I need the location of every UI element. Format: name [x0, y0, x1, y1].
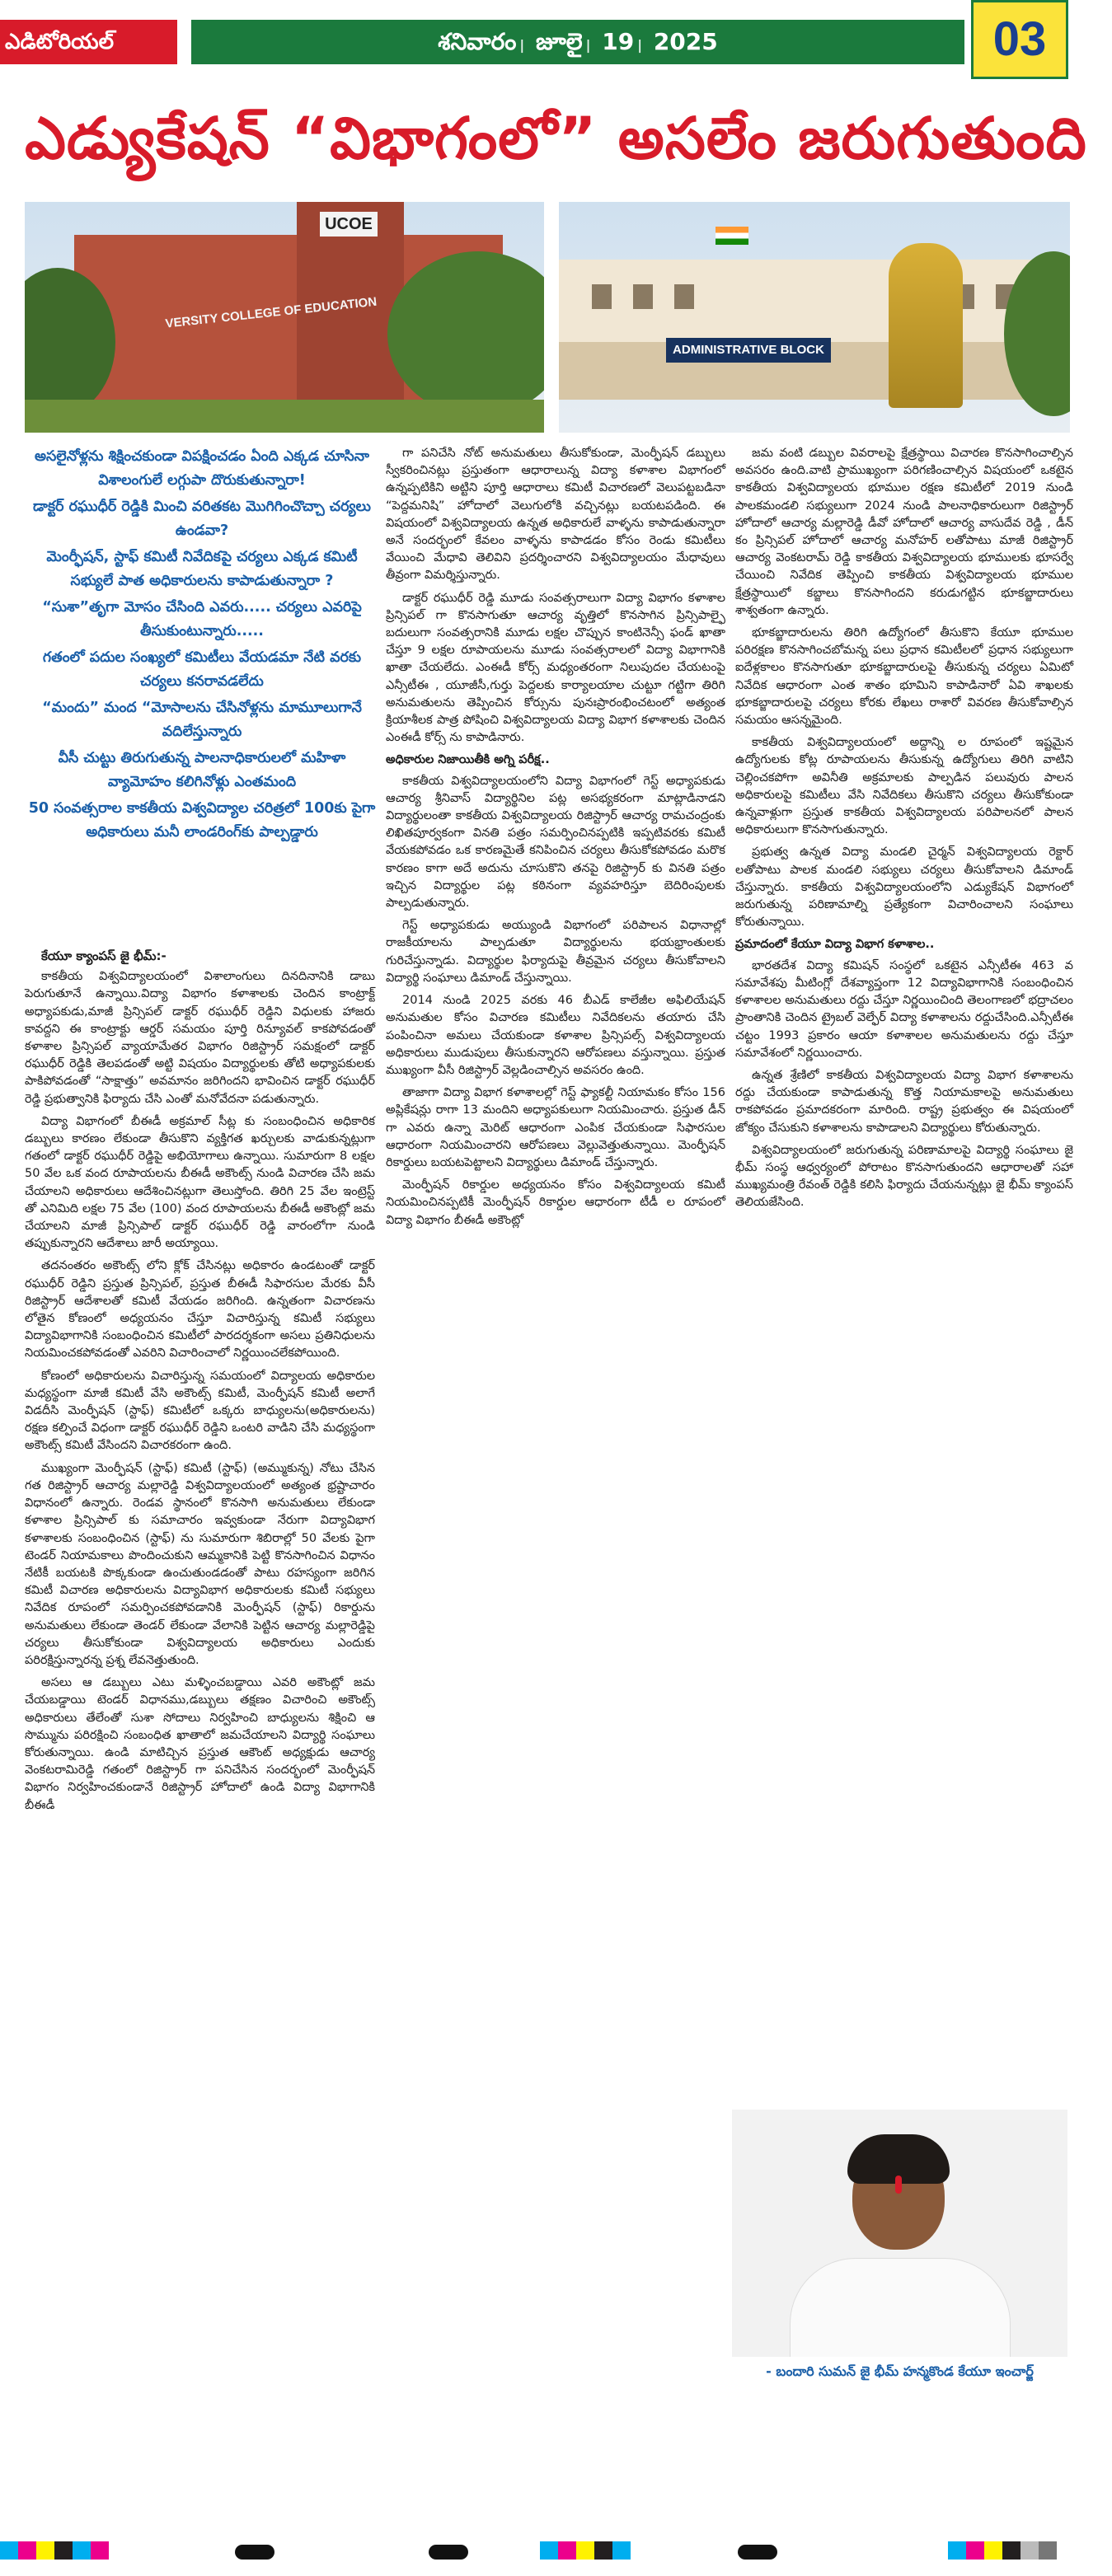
date-separator: | [519, 37, 525, 53]
paragraph: కోణంలో అధికారులను విచారిస్తున్న సమయంలో విద్యాలయ అధికారుల మధ్యస్థంగా మాజీ కమిటీ వేసి అకౌంట్స్ కమిటీ, మెంర్ఫీషన్ కమిటీ అలాగే విడదీసి మెంర్ఫీషన్ (స్టాఫ్) కమిటీలో ఒక్కరు బాధ్యులను(అధికారులను) రక్షణ కల్పించే విధంగా డాక్టర్ రఘుధీర్ రెడ్డిని ఒంటరి వాడిని చేసి మధ్యస్థంగా అకౌంట్స్ కమిటీ వేసిందని విచారకరంగా ఉంది. [25, 1369, 375, 1453]
paragraph: తాజాగా విద్యా విభాగ కళాశాలల్లో గెస్ట్ ఫ్యాకల్టీ నియామకం కోసం 156 అప్లికేషన్లు రాగా 13 మందిని అధ్యాపకులుగా నియమించారు. ప్రస్తుత డీన్ గా ఎవరు ఉన్నా మెరిట్ ఆధారంగా ఎంపిక చేయకుండా సిఫారసుల ఆధారంగా నియమించారని ఆరోపణలు వెల్లువెత్తుతున్నాయి. మెంర్ఫీషన్ రికార్డులు బయటపెట్టాలని విద్యార్థులు డిమాండ్ చేస్తున్నారు. [386, 1086, 725, 1169]
college-sign: VERSITY COLLEGE OF EDUCATION [164, 294, 378, 331]
paragraph: 2014 నుండి 2025 వరకు 46 బీఎడ్ కాలేజీల అఫిలియేషన్ అనుమతుల కోసం విచారణ కమిటీలు నివేదికలను తయారు చేసి పంపించినా అమలు చేయకుండా కళాశాల ప్రిన్సిపల్స్ విశ్వవిద్యాలయ అధికారులు ముడుపులు తీసుకున్నారని ఆరోపణలు వస్తున్నాయి. ప్రస్తుత ముఖ్యంగా వీసీ రిజిస్ట్రార్ వెల్లడించాల్సిన అవసరం ఉంది. [386, 994, 725, 1077]
admin-block-photo [559, 202, 1070, 433]
article-column-1 [25, 948, 375, 1820]
subhead: గతంలో పదుల సంఖ్యలో కమిటీలు వేయడమా నేటి వరకు చర్యలు కనరావడలేదు [42, 649, 362, 690]
admin-sign: ADMINISTRATIVE BLOCK [666, 338, 831, 363]
date-date: 19 [602, 28, 635, 55]
date-separator: | [585, 37, 591, 53]
byline: కేయూ క్యాంపస్ జై భీమ్:- [41, 948, 167, 963]
paragraph: విశ్వవిద్యాలయంలో జరుగుతున్న పరిణామాలపై విద్యార్థి సంఘాలు జై భీమ్ సంస్థ ఆధ్వర్యంలో పోరాటం కొనసాగుతుందని ఆధారాలతో సహా ముఖ్యమంత్రి రేవంత్ రెడ్డికి కలిసి ఫిర్యాదు చేయనున్నట్లు జై భీమ్ క్యాంపస్ తెలియజేసింది. [735, 1143, 1073, 1210]
print-registration-footer [0, 2538, 1112, 2563]
paragraph: అసలు ఆ డబ్బులు ఎటు మళ్ళించబడ్డాయి ఎవరి అకౌంట్లో జమ చేయబడ్డాయి టెండర్ విధానము,డబ్బులు తక్షణం విచారించి అకౌంట్స్ అధికారులు తేలేంతో సుశా సోదాలు నిర్వహించి బాధ్యులను శిక్షించి ఆ సొమ్మును పరిరక్షించి సంబంధిత ఖాతాలో జమచేయాలని విద్యార్థి సంఘాలు కోరుతున్నాయి. ఉండి మాటిచ్చిన ప్రస్తుత ఆకౌంట్ అధ్యక్షుడు ఆచార్య వెంకటరామిరెడ్డి గతంలో రిజిస్ట్రార్ గా పనిచేసిన సందర్భంలో మెంర్ఫీషన్ విభాగం నిర్వహించకుండానే రిజిస్ట్రార్ హోదాలో ఉండి విద్యా విభాగానికి బీఈడీ [25, 1676, 375, 1812]
article-column-3 [735, 445, 1073, 1217]
ucoe-sign: UCOE [320, 212, 378, 237]
subhead: వీసీ చుట్టు తిరుగుతున్న పాలనాధికారులలో మహిళా వ్యామోహం కలిగినోళ్లు ఎంతమంది [58, 750, 346, 790]
date-year: 2025 [653, 28, 718, 55]
paragraph: భూకబ్జాదారులను తిరిగి ఉద్యోగంలో తీసుకొని కేయూ భూముల పరిరక్షణ కొనసాగించబోమన్న పలు ప్రధాన కమిటీలలో ప్రధాన సభ్యులుగా ఐదేళ్లకాలం కొనసాగుతూ భూకబ్జాదారులపై తీసుకున్న చర్యలు ఏమిటో నివేదిక ఆధారంగా ఎంత శాతం భూమిని కాపాడినారో ఏవి శాఖలకు భూకబ్జాదారులపై చర్యలు కోరకు లేఖలు రాశారో వివరణ తీసుకోవాల్సిన సమయం ఆసన్నమైంది. [735, 626, 1073, 728]
section-heading: ప్రమాదంలో కేయూ విద్యా విభాగ కళాశాల.. [735, 938, 935, 952]
section-heading: అధికారుల నిజాయితీకి అగ్ని పరీక్ష.. [386, 753, 550, 767]
paragraph: గెస్ట్ అధ్యాపకుడు అయ్యుండి విభాగంలో పరిపాలన విధానాల్లో రాజకీయాలను పాల్పడుతూ విద్యార్థులను భయభ్రాంతులకు గురిచేస్తున్నాడు. విద్యార్థుల ఫిర్యాదుపై తీవ్రమైన చర్యలు తీసుకోవాలని విద్యార్థి సంఘాలు డిమాండ్ చేస్తున్నాయి. [386, 919, 725, 985]
college-photo [25, 202, 544, 433]
paragraph: డాక్టర్ రఘుధీర్ రెడ్డి మూడు సంవత్సరాలుగా విద్యా విభాగం కళాశాల ప్రిన్సిపల్ గా కొనసాగుతూ ఆచార్య వృత్తిలో కొనసాగిన ప్రిన్సిపాల్ఫై బదులుగా సంవత్సరానికి మూడు లక్షల చొప్పున కాంటినెన్సీ ఫండ్ ఖాతా చేస్తూ 9 లక్షల రూపాయలను మూడు సంవత్సరాలలో విద్యా విభాగానికి ఖాతా చేయలేదు. ఎంఈడీ కోర్స్ మధ్యంతరంగా నిలుపుదల చేయటంపై ఎన్సీటీఈ , యూజీసీ,గుర్తు పెద్దలకు కార్యాలయాల చుట్టూ గట్టిగా తిరిగి అనుమతులను తెప్పించిన కోర్సును పునఃప్రారంభించటంలో అత్యంత క్రియాశీలక పాత్ర పోషించి విశ్వవిద్యాలయ విద్యా విభాగ కళాశాలకు చెందిన ఎంఈడీ కోర్స్ ను కాపాడినారు. [386, 591, 725, 745]
subhead: “సుశా”తృగా మోసం చేసింది ఎవరు..... చర్యలు ఎవరిపై తీసుకుంటున్నారు..... [42, 599, 362, 639]
paragraph: ఉన్నత శ్రేణిలో కాకతీయ విశ్వవిద్యాలయ విద్యా విభాగ కళాశాలను రద్దు చేయకుండా కాపాడుతున్న కొత్త నియామకాలపై అనుమతులు రాకపోవడం ప్రమాదకరంగా మారింది. రాష్ట్ర ప్రభుత్వం ఈ విషయంలో జోక్యం చేసుకుని కళాశాలను కాపాడాలని విద్యార్థులు కోరుతున్నారు. [735, 1068, 1073, 1135]
subhead: మెంర్ఫీషన్, స్టాఫ్ కమిటీ నివేదికపై చర్యలు ఎక్కడ కమిటీ సభ్యులే పాత అధికారులను కాపాడుతున్నారా ? [46, 549, 358, 589]
headline: ఎడ్యుకేషన్ “విభాగంలో” అసలేం జరుగుతుంది [25, 105, 1087, 172]
date-bar [191, 20, 964, 64]
paragraph: కాకతీయ విశ్వవిద్యాలయంలోని విద్యా విభాగంలో గెస్ట్ అధ్యాపకుడు ఆచార్య శ్రీనివాస్ విద్యార్థినిల పట్ల అసభ్యకరంగా మాట్లాడినాడని విద్యార్థులంతా కాకతీయ విశ్వవిద్యాలయ రిజిస్ట్రార్ ఆచార్య రామచంద్రంకు లిఖితపూర్వకంగా వినతి పత్రం సమర్పించినప్పటికి ఇప్పటివరకు కమిటీ వేయకపోవడం ఒక కారణమైతే కనిపించిన చర్యలు తీసుకోకపోవడం మరొక కారణం కాగా అదే అదును చూసుకొని తనపై రిజిస్ట్రార్ కు వినతి పత్రం ఇచ్చిన విద్యార్థుల పట్ల కఠినంగా వ్యవహరిస్తూ బెదిరింపులకు పాల్పడుతున్నారు. [386, 774, 725, 911]
color-bar [0, 2541, 109, 2560]
date-month: జూలై [536, 28, 583, 55]
subhead: 50 సంవత్సరాల కాకతీయ విశ్వవిద్యాల చరిత్రలో 100కు పైగా అధికారులు మనీ లాండరింగ్‌కు పాల్పడ్డారు [28, 800, 376, 841]
paragraph: మెంర్ఫీషన్ రికార్డుల అధ్యయనం కోసం విశ్వవిద్యాలయ కమిటీ నియమించినప్పటికీ మెంర్ఫీషన్ రికార్డుల ఆధారంగా టీడీ ల రూపంలో విద్యా విభాగం బీఈడీ అకౌంట్లో [386, 1178, 725, 1227]
subhead: డాక్టర్ రఘుధీర్ రెడ్డికి మించి వరితకట మొగిగించొచ్చా చర్యలు ఉండవా? [33, 499, 371, 539]
reporter-photo [732, 2110, 1067, 2357]
date-separator: | [637, 37, 643, 53]
flag-icon [716, 227, 748, 245]
photo-caption: - బందారి సుమన్ జై భీమ్ హన్మకొండ కేయూ ఇంచార్జ్ [766, 2363, 1034, 2379]
paragraph: ప్రభుత్వ ఉన్నత విద్యా మండలి చైర్మన్ విశ్వవిద్యాలయ రెక్టార్ లతోపాటు పాలక మండలి సభ్యులు చర్యలు తీసుకోవాలని డిమాండ్ చేస్తున్నారు. కాకతీయ విశ్వవిద్యాలయంలోని ఎడ్యుకేషన్ విభాగంలో జరుగుతున్న పరిణామాల్ని ప్రత్యేకంగా విచారించాలని సంఘాలు కోరుతున్నాయి. [735, 845, 1073, 930]
color-bar [948, 2541, 1057, 2560]
subheads [25, 445, 379, 847]
paragraph: జమ వంటి డబ్బుల వివరాలపై క్షేత్రస్థాయి విచారణ కొనసాగించాల్సిన అవసరం ఉంది.వాటి ప్రాముఖ్యంగా పరిగణించాల్సిన విషయంలో ఒకటైన కాకతీయ విశ్వవిద్యాలయ భూముల రక్షణ కమిటీలో 2019 నుండి పాలకమండలి సభ్యులుగా 2024 నుండి పాలనాధికారులుగా రిజిస్ట్రార్ హోదాలో ఆచార్య మల్లారెడ్డి డీవో హోదాలో ఆచార్య వాసుదేవ రెడ్డి , డీన్ కం ప్రిన్సిపల్ హోదాలో ఆచార్య మనోహర్ లతోపాటు మాజీ రిజిస్ట్రార్ ఆచార్య వెంకటరామ్ రెడ్డి కాకతీయ విశ్వవిద్యాలయ భూములకు భూసర్వే చేయించి నివేదిక తెప్పించి కాకతీయ విశ్వవిద్యాలయ భూముల క్షేత్రస్థాయిలో కబ్జాలు కొనసాగిందని కరుడుగట్టిన భూకబ్జాదారులు శాశ్వతంగా ఉన్నారు. [735, 447, 1073, 617]
section-tag: ఎడిటోరియల్ [0, 20, 177, 64]
color-bar [540, 2541, 631, 2560]
registration-mark [429, 2545, 468, 2560]
paragraph: కాకతీయ విశ్వవిద్యాలయంలో విశాలాంగులు దినదినానికి డాబు పెరుగుతూనే ఉన్నాయి.విద్యా విభాగం కళాశాలకు చెందిన కాంట్రాక్ట్ అధ్యాపకుడు,మాజీ ప్రిన్సిపల్ డాక్టర్ రఘుధీర్ రెడ్డిని విధులకు హాజరు కావద్దని ఈ కాంట్రాక్టు ఆర్డర్ సమయం పూర్తి రిన్యూవల్ కాకపోవడంతో కళాశాల ప్రిన్సిపల్ వ్యాయామేతర విభాగం రిజిస్ట్రార్ సమక్షంలో డాక్టర్ రఘుధీర్ రెడ్డికి తెలపడంతో అట్టి విషయం విద్యార్థులకు తోటి అధ్యాపకులకు పాకిపోవడంతో “సాక్షాత్తు” అవమానం జరిగిందని భావించిన డాక్టర్ రఘుధీర్ రెడ్డి ప్రభుత్వానికి ఫిర్యాదు చేసి ఎంతో మనోవేదనా పడుతున్నారు. [25, 970, 375, 1106]
paragraph: తదనంతరం అకౌంట్స్ లోని క్లోక్ చేసినట్లు అధికారం ఉండటంతో డాక్టర్ రఘుధీర్ రెడ్డిని ప్రస్తుత ప్రిన్సిపల్, ప్రస్తుత బీఈడీ సిఫారసుల మేరకు వీసీ రిజిస్ట్రార్ ఆదేశాలతో కమిటీ వేయడం జరిగింది. ఉన్నతంగా విచారణను లోతైన కోణంలో అధ్యయనం చేస్తూ విచారిస్తున్న కమిటీ సభ్యులు విద్యావిభాగానికి సంబంధించిన కమిటీలో పారదర్శకంగా అసలు ప్రతినిధులను నియమించకపోవడంతో ఎవరిని విచారించాలో నిర్ణయించలేకపోయింది. [25, 1259, 375, 1361]
paragraph: కాకతీయ విశ్వవిద్యాలయంలో అద్దాన్ని ల రూపంలో ఇష్టమైన ఉద్యోగులకు కోట్ల రూపాయలను తీసుకున్న ఉద్యోగులు తిరిగి వాటిని చెల్లించకపోగా అవినీతి అక్రమాలకు పాల్పడిన పలువురు పాలన అధికారులపై కమిటీలు వేసి నివేదికలు తీసుకొని చర్యలు తీసుకోకుండా ఉన్నవాళ్లుగా ప్రస్తుత కాకతీయ విశ్వవిద్యాలయ పరిపాలనలో పాలన అధికారులుగా కొనసాగుతున్నారు. [735, 736, 1073, 837]
registration-mark [235, 2545, 274, 2560]
subhead: “మందు” మంద “మోసాలను చేసినోళ్లను మామూలుగానే వదిలేస్తున్నారు [42, 700, 362, 740]
statue [889, 243, 963, 408]
article-column-2 [386, 445, 725, 1234]
paragraph: గా పనిచేసి నోట్ అనుమతులు తీసుకోకుండా, మెంర్ఫీషన్ డబ్బులు స్వీకరించినట్లు ప్రస్తుతంగా ఆధారాలున్న విద్యా కళాశాల విభాగంలో ఉన్నప్పటికిని అట్టిని పూర్తి ఆధారాలు కమిటీ విచారణలో వెలుపట్టబడినా “పెద్దమనిషి” హోదాలో వెలుగులోకి వచ్చినట్లు బయటపడింది. ఈ విషయంలో విశ్వవిద్యాలయ ఉన్నత అధికారులే వాళ్ళను కాపాడుతున్నారా అనే సందర్భంలో కేవలం వాళ్ళను కాపాడడం కోసం రెండు కమిటీలు వేయించి మేధావి తెలివిని ప్రదర్శించారని విశ్వవిద్యాలయం మేధావులు తీవ్రంగా విమర్శిస్తున్నారు. [386, 447, 725, 583]
registration-mark [738, 2545, 777, 2560]
masthead [0, 0, 1112, 82]
date-day: శనివారం [438, 28, 517, 55]
paragraph: ముఖ్యంగా మెంర్ఫీషన్ (స్టాఫ్) కమిటీ (స్టాఫ్) (అమ్ముకున్న) నోటు చేసిన గత రిజిస్ట్రార్ ఆచార్య మల్లారెడ్డి విశ్వవిద్యాలయంలో అత్యంత భ్రష్టాచారం విధానంలో ఉన్నారు. రెండవ స్థానంలో కొనసాగి అనుమతులు లేకుండా కళాశాల ప్రిన్సిపాల్ కు సమాచారం ఇవ్వకుండా నేరుగా విద్యావిభాగ కళాశాలకు సంబంధించిన (స్టాఫ్) ను సుమారుగా శిబిరాల్లో 50 వేలకు పైగా టెండర్ నియామకాలు పొందించుకుని ఆమ్మకానికి పెట్టి కొనసాగించిన విధానం నేటికీ బయటకి పొక్కకుండా ఉంచుతుండడంతో పాటు రహస్యంగా జరిగిన కమిటీ విచారణ అధికారులను విద్యావిభాగ అధికారులకు కమిటీ సభ్యులు నివేదిక రూపంలో సమర్పించకపోవడానికి మెంర్ఫీషన్ (స్టాఫ్) రికార్డును అనుమతులు లేకుండా తెండర్ లేకుండా వేలానికి పెట్టిన ఆచార్య మల్లారెడ్డిపై చర్యలు తీసుకోకుండా విశ్వవిద్యాలయ అధికారులు ఎందుకు పరిరక్షిస్తున్నారన్న ప్రశ్న లేవనెత్తుతుంది. [25, 1461, 375, 1667]
paragraph: భారతదేశ విద్యా కమిషన్ సంస్థలో ఒకటైన ఎన్సీటీఈ 463 వ సమావేశపు మీటింగ్లో దేశవ్యాప్తంగా 12 విద్యావిభాగానికి సంబంధించిన కళాశాలల అనుమతులు రద్దు చేస్తూ నిర్ణయించింది తెలంగాణలో భద్రాచలం ప్రాంతానికి చెందిన ట్రైబల్ వెల్ఫేర్ విద్యా కళాశాలను రద్దుచేసింది.ఎన్సీటీఈ చట్టం 1993 ప్రకారం ఆయా కళాశాలల అనుమతులను రద్దు చేస్తూ సమావేశంలో నిర్ణయించారు. [735, 958, 1073, 1060]
paragraph: విద్యా విభాగంలో బీఈడీ అక్రమాల్ సీట్ల కు సంబంధించిన అధికారిక డబ్బులు కారణం లేకుండా తీసుకొని వ్యక్తిగత ఖర్చులకు వాడుకున్నట్లుగా గతంలో డాక్టర్ రఘుధీర్ రెడ్డిపై అభియోగాలు ఉన్నాయి. సుమారుగా 8 లక్షల 50 వేల ఒక వంద రూపాయలను బీఈడీ అకౌంట్స్ నుండి విచారణ చేసి జమ చేయాలని అధికారులు ఆదేశించినట్లుగా తెలుస్తోంది. తిరిగి 25 వేల ఇంట్రెస్ట్ తో ఎనిమిది లక్షల 75 వేల (100) వంద రూపాయలను బీఈడీ అకౌంట్లో జమ చేయాలని మాజీ ప్రిన్సిపాల్ డాక్టర్ రఘుధీర్ రెడ్డి వారంలోగా నుండి తప్పుకున్నారని ఆదేశాలు జారీ అయ్యాయి. [25, 1114, 375, 1251]
subhead: అసలైనోళ్లను శిక్షించకుండా విపక్షించడం ఏంది ఎక్కడ చూసినా విశాలంగులే లగ్గుపా దొరుకుతున్నారా! [35, 448, 369, 489]
page-number: 03 [971, 0, 1068, 79]
